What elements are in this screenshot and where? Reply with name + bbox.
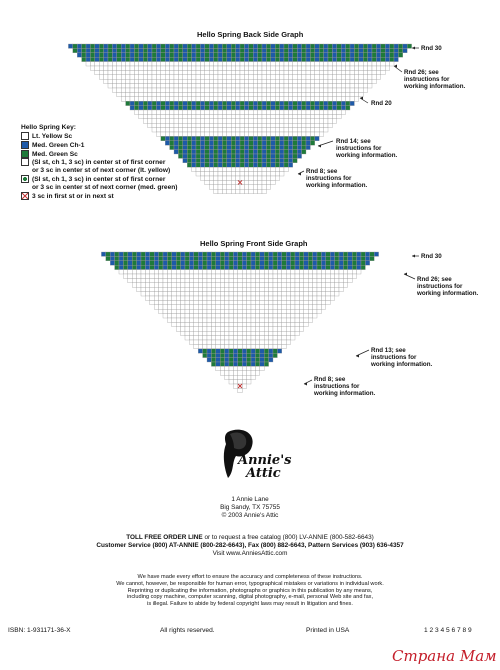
watermark: Страна Мам [392, 647, 497, 665]
back-note-rnd14: Rnd 14; see instructions for working information. [336, 138, 398, 159]
front-graph-title: Hello Spring Front Side Graph [200, 239, 308, 248]
printed-in: Printed in USA [306, 627, 350, 634]
key-item-corner-green: (Sl st, ch 1, 3 sc) in center st of first corner [21, 175, 191, 184]
annies-attic-logo [222, 428, 292, 486]
note-arrow [412, 255, 419, 258]
note-arrow [356, 350, 369, 358]
note-arrow [360, 97, 368, 104]
order-line: TOLL FREE ORDER LINE or to request a free catalog (800) LV-ANNIE (800-582-6643) [126, 534, 374, 541]
front-note-rnd13: Rnd 13; see instructions for working information. [371, 347, 433, 368]
white-square-icon [21, 132, 29, 140]
x-square-icon [21, 192, 29, 200]
note-arrow [298, 171, 304, 176]
print-run-numbers: 1 2 3 4 5 6 7 8 9 [424, 627, 472, 634]
green-square-icon [21, 150, 29, 158]
key-item-3sc: 3 sc in first st or in next st [21, 192, 191, 201]
front-note-rnd8: Rnd 8; see instructions for working information. [314, 376, 376, 397]
back-note-rnd20: Rnd 20 [371, 100, 392, 107]
key-title: Hello Spring Key: [21, 124, 76, 131]
service-line: Customer Service (800) AT-ANNIE (800-282-6643), Fax (800) 882-6643, Pattern Services (903) 636-4357 [96, 542, 404, 549]
note-arrow [412, 47, 419, 50]
back-note-rnd30: Rnd 30 [421, 45, 442, 52]
green-dot-square-icon [21, 175, 29, 183]
brand-name: Annie's Attic [238, 453, 292, 481]
isbn: ISBN: 1-931171-36-X [8, 627, 71, 634]
publisher-address: 1 Annie Lane Big Sandy, TX 75755 © 2003 Annie's Attic [220, 496, 280, 519]
stitch-key: Hello Spring Key: Lt. Yellow Sc Med. Green Ch-1 Med. Green Sc (Sl st, ch 1, 3 sc) in center st of first corner or 3 sc in center st of next corner (lt. yellow) (Sl st, ch 1, 3 sc) in center st of first corner or 3 sc in center st of next corner (med. green) 3 sc in first st or in next st [21, 124, 191, 201]
front-graph [0, 200, 500, 420]
note-arrow [394, 65, 402, 73]
back-graph-title: Hello Spring Back Side Graph [197, 30, 304, 39]
blue-square-icon [21, 141, 29, 149]
note-arrow [318, 141, 333, 148]
contact-info [0, 534, 500, 558]
back-note-rnd26: Rnd 26; see instructions for working information. [404, 69, 466, 90]
back-note-rnd8: Rnd 8; see instructions for working information. [306, 168, 368, 189]
note-arrow [304, 380, 312, 386]
front-note-rnd26: Rnd 26; see instructions for working information. [417, 276, 479, 297]
front-note-rnd30: Rnd 30 [421, 253, 442, 260]
note-arrow [404, 273, 415, 280]
disclaimer: We have made every effort to ensure the accuracy and completeness of these instructions. We cannot, however, be responsible for human error, typographical mistakes or variations in individual work. Reprinting or duplicating the information, photographs or graphics in this publication by any means, including copy machine, computer scanning, digital photography, e-mail, personal Web site and fax, is illegal. Failure to abide by federal copyright laws may result in litigation and fines. [116, 574, 384, 608]
circle-square-icon [21, 158, 29, 166]
rights: All rights reserved. [160, 627, 215, 634]
key-item-corner-yellow: (Sl st, ch 1, 3 sc) in center st of first corner [21, 158, 191, 167]
key-item-green-ch: Med. Green Ch-1 [21, 141, 191, 150]
key-item-lt-yellow: Lt. Yellow Sc [21, 132, 191, 141]
website-line[interactable]: Visit www.AnniesAttic.com [212, 550, 288, 557]
key-item-green-sc: Med. Green Sc [21, 150, 191, 159]
